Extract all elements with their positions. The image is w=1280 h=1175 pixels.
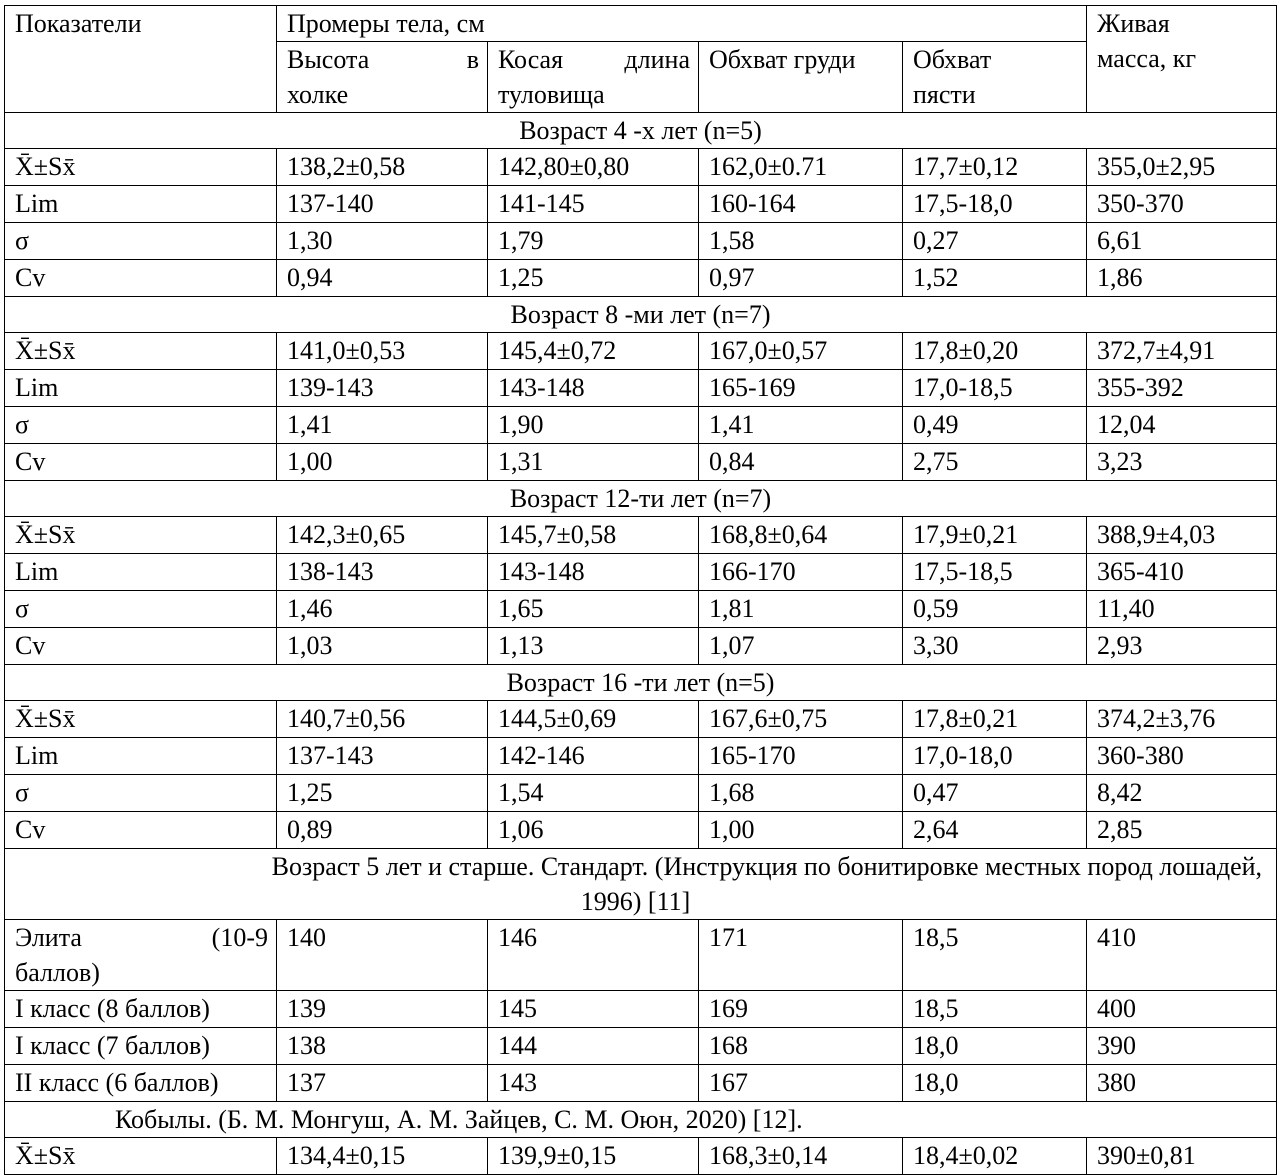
row-value-3: 168,3±0,14: [699, 1138, 903, 1175]
age-group-2-title: Возраст 8 -ми лет (n=7): [5, 297, 1277, 333]
data-row: [5, 407, 1277, 444]
age-group-4: [5, 665, 1277, 701]
data-row: [5, 444, 1277, 481]
row-value-5: 400: [1087, 991, 1277, 1028]
row-value-3: 168: [699, 1028, 903, 1065]
row-value-5: 410: [1087, 920, 1277, 991]
row-value-5: 360-380: [1087, 738, 1277, 775]
row-value-1: 1,03: [277, 628, 488, 665]
row-value-1: 137-143: [277, 738, 488, 775]
row-value-4: 1,52: [903, 260, 1087, 297]
row-value-5: 365-410: [1087, 554, 1277, 591]
row-value-3: 168,8±0,64: [699, 517, 903, 554]
elite-label-c: баллов): [15, 958, 100, 987]
row-value-2: 1,65: [488, 591, 699, 628]
data-row: [5, 223, 1277, 260]
row-value-1: 140: [277, 920, 488, 991]
row-value-4: 18,4±0,02: [903, 1138, 1087, 1175]
row-value-2: 143: [488, 1065, 699, 1102]
row-value-3: 169: [699, 991, 903, 1028]
mares-row: [5, 1138, 1277, 1175]
header-pastern-line1: Обхват: [913, 45, 992, 74]
elite-label-a: Элита: [15, 923, 82, 952]
row-label: Lim: [5, 738, 277, 775]
header-pastern: [903, 42, 1087, 113]
elite-label-b: (10-9: [211, 923, 268, 952]
row-value-3: 167: [699, 1065, 903, 1102]
row-value-2: 142,80±0,80: [488, 149, 699, 186]
header-height: [277, 42, 488, 113]
row-value-5: 380: [1087, 1065, 1277, 1102]
row-value-2: 145,4±0,72: [488, 333, 699, 370]
row-value-2: 1,90: [488, 407, 699, 444]
row-value-5: 8,42: [1087, 775, 1277, 812]
header-chest: Обхват груди: [699, 42, 903, 113]
header-height-line2: холке: [287, 80, 349, 109]
row-label: Lim: [5, 370, 277, 407]
row-label: Cv: [5, 444, 277, 481]
header-mass-line2: масса, кг: [1097, 44, 1197, 73]
class-row: [5, 1028, 1277, 1065]
row-value-1: 0,89: [277, 812, 488, 849]
row-value-4: 17,0-18,5: [903, 370, 1087, 407]
row-value-1: 141,0±0,53: [277, 333, 488, 370]
row-value-3: 162,0±0.71: [699, 149, 903, 186]
row-value-1: 134,4±0,15: [277, 1138, 488, 1175]
row-label: Cv: [5, 628, 277, 665]
row-value-1: 1,30: [277, 223, 488, 260]
row-value-2: 145: [488, 991, 699, 1028]
header-mass-line1: Живая: [1097, 9, 1170, 38]
row-label: I класс (7 баллов): [5, 1028, 277, 1065]
row-label: Lim: [5, 554, 277, 591]
row-label: X̄±Sx̄: [5, 149, 277, 186]
row-value-4: 17,8±0,21: [903, 701, 1087, 738]
row-value-1: 0,94: [277, 260, 488, 297]
data-row: [5, 260, 1277, 297]
row-value-1: 1,25: [277, 775, 488, 812]
elite-row: [5, 920, 1277, 991]
header-pastern-line2: пясти: [913, 80, 976, 109]
data-row: [5, 812, 1277, 849]
mares-section-title: Кобылы. (Б. М. Монгуш, А. М. Зайцев, С. М. Оюн, 2020) [12].: [5, 1102, 1277, 1138]
age-group-3-title: Возраст 12-ти лет (n=7): [5, 481, 1277, 517]
row-value-3: 0,97: [699, 260, 903, 297]
standard-section-title: [5, 849, 1277, 920]
row-value-5: 2,93: [1087, 628, 1277, 665]
row-value-3: 1,68: [699, 775, 903, 812]
row-value-3: 1,58: [699, 223, 903, 260]
row-value-2: 1,79: [488, 223, 699, 260]
age-group-3: [5, 481, 1277, 517]
row-value-5: 11,40: [1087, 591, 1277, 628]
row-value-4: 18,0: [903, 1028, 1087, 1065]
row-value-4: 17,9±0,21: [903, 517, 1087, 554]
data-row: [5, 517, 1277, 554]
row-value-5: 390: [1087, 1028, 1277, 1065]
data-row: [5, 149, 1277, 186]
header-length-line2: туловища: [498, 80, 605, 109]
row-value-5: 12,04: [1087, 407, 1277, 444]
row-value-3: 165-170: [699, 738, 903, 775]
row-value-3: 171: [699, 920, 903, 991]
row-value-2: 144: [488, 1028, 699, 1065]
row-label: σ: [5, 407, 277, 444]
row-value-1: 139: [277, 991, 488, 1028]
row-label: Lim: [5, 186, 277, 223]
row-value-1: 138,2±0,58: [277, 149, 488, 186]
row-value-1: 138: [277, 1028, 488, 1065]
header-height-line1: Высота: [287, 45, 370, 74]
row-value-5: 3,23: [1087, 444, 1277, 481]
row-value-4: 18,0: [903, 1065, 1087, 1102]
row-value-3: 160-164: [699, 186, 903, 223]
row-value-4: 17,5-18,0: [903, 186, 1087, 223]
row-value-3: 1,07: [699, 628, 903, 665]
row-label: σ: [5, 591, 277, 628]
header-mass: [1087, 6, 1277, 113]
row-label: Cv: [5, 260, 277, 297]
data-row: [5, 333, 1277, 370]
row-value-4: 17,8±0,20: [903, 333, 1087, 370]
row-value-4: 18,5: [903, 991, 1087, 1028]
row-value-2: 139,9±0,15: [488, 1138, 699, 1175]
row-label: σ: [5, 775, 277, 812]
row-value-3: 1,81: [699, 591, 903, 628]
standard-title-line1: Возраст 5 лет и старше. Стандарт. (Инструкция по бонитировке местных пород лошадей,: [271, 852, 1263, 881]
row-label: II класс (6 баллов): [5, 1065, 277, 1102]
standard-section: [5, 849, 1277, 920]
row-value-3: 166-170: [699, 554, 903, 591]
age-group-1: [5, 113, 1277, 149]
row-value-5: 350-370: [1087, 186, 1277, 223]
row-label: Cv: [5, 812, 277, 849]
row-value-1: 139-143: [277, 370, 488, 407]
row-value-2: 1,54: [488, 775, 699, 812]
data-row: [5, 554, 1277, 591]
row-label: X̄±Sx̄: [5, 333, 277, 370]
row-value-4: 0,59: [903, 591, 1087, 628]
row-value-2: 1,13: [488, 628, 699, 665]
row-value-4: 17,0-18,0: [903, 738, 1087, 775]
header-height-in: в: [466, 45, 479, 74]
row-value-5: 355,0±2,95: [1087, 149, 1277, 186]
row-value-3: 1,41: [699, 407, 903, 444]
row-value-4: 0,47: [903, 775, 1087, 812]
row-value-2: 143-148: [488, 370, 699, 407]
age-group-2: [5, 297, 1277, 333]
row-value-3: 1,00: [699, 812, 903, 849]
row-value-1: 142,3±0,65: [277, 517, 488, 554]
row-value-2: 143-148: [488, 554, 699, 591]
row-value-4: 17,5-18,5: [903, 554, 1087, 591]
data-row: [5, 775, 1277, 812]
data-row: [5, 186, 1277, 223]
row-value-2: 144,5±0,69: [488, 701, 699, 738]
row-value-2: 1,25: [488, 260, 699, 297]
row-label: X̄±Sx̄: [5, 1138, 277, 1175]
row-value-2: 1,31: [488, 444, 699, 481]
row-label: I класс (8 баллов): [5, 991, 277, 1028]
class-row: [5, 1065, 1277, 1102]
row-value-5: 390±0,81: [1087, 1138, 1277, 1175]
row-value-4: 18,5: [903, 920, 1087, 991]
row-value-5: 388,9±4,03: [1087, 517, 1277, 554]
elite-label: [5, 920, 277, 991]
data-row: [5, 738, 1277, 775]
row-value-4: 3,30: [903, 628, 1087, 665]
row-value-5: 372,7±4,91: [1087, 333, 1277, 370]
row-value-3: 167,6±0,75: [699, 701, 903, 738]
row-value-1: 140,7±0,56: [277, 701, 488, 738]
row-value-2: 141-145: [488, 186, 699, 223]
mares-section: [5, 1102, 1277, 1138]
row-value-5: 1,86: [1087, 260, 1277, 297]
row-label: σ: [5, 223, 277, 260]
row-value-1: 138-143: [277, 554, 488, 591]
row-value-1: 1,00: [277, 444, 488, 481]
data-row: [5, 370, 1277, 407]
row-value-5: 2,85: [1087, 812, 1277, 849]
header-length-a: Косая: [498, 45, 564, 74]
row-value-4: 0,27: [903, 223, 1087, 260]
data-row: [5, 591, 1277, 628]
row-value-2: 1,06: [488, 812, 699, 849]
row-value-3: 0,84: [699, 444, 903, 481]
row-value-2: 142-146: [488, 738, 699, 775]
header-length: [488, 42, 699, 113]
class-row: [5, 991, 1277, 1028]
row-value-4: 17,7±0,12: [903, 149, 1087, 186]
row-value-4: 2,64: [903, 812, 1087, 849]
row-value-5: 6,61: [1087, 223, 1277, 260]
header-measures-group: Промеры тела, см: [277, 6, 1087, 42]
row-value-5: 374,2±3,76: [1087, 701, 1277, 738]
row-value-4: 0,49: [903, 407, 1087, 444]
header-length-b: длина: [624, 45, 690, 74]
age-group-4-title: Возраст 16 -ти лет (n=5): [5, 665, 1277, 701]
header-indicator: Показатели: [5, 6, 277, 113]
row-label: X̄±Sx̄: [5, 701, 277, 738]
row-value-5: 355-392: [1087, 370, 1277, 407]
row-value-1: 137: [277, 1065, 488, 1102]
horse-measurements-table: [4, 5, 1277, 1175]
row-value-4: 2,75: [903, 444, 1087, 481]
data-row: [5, 701, 1277, 738]
data-row: [5, 628, 1277, 665]
header-row-1: [5, 6, 1277, 42]
age-group-1-title: Возраст 4 -х лет (n=5): [5, 113, 1277, 149]
row-value-2: 146: [488, 920, 699, 991]
standard-title-line2: 1996) [11]: [580, 887, 691, 916]
row-value-1: 137-140: [277, 186, 488, 223]
row-value-3: 165-169: [699, 370, 903, 407]
row-value-3: 167,0±0,57: [699, 333, 903, 370]
row-label: X̄±Sx̄: [5, 517, 277, 554]
row-value-1: 1,46: [277, 591, 488, 628]
row-value-1: 1,41: [277, 407, 488, 444]
row-value-2: 145,7±0,58: [488, 517, 699, 554]
